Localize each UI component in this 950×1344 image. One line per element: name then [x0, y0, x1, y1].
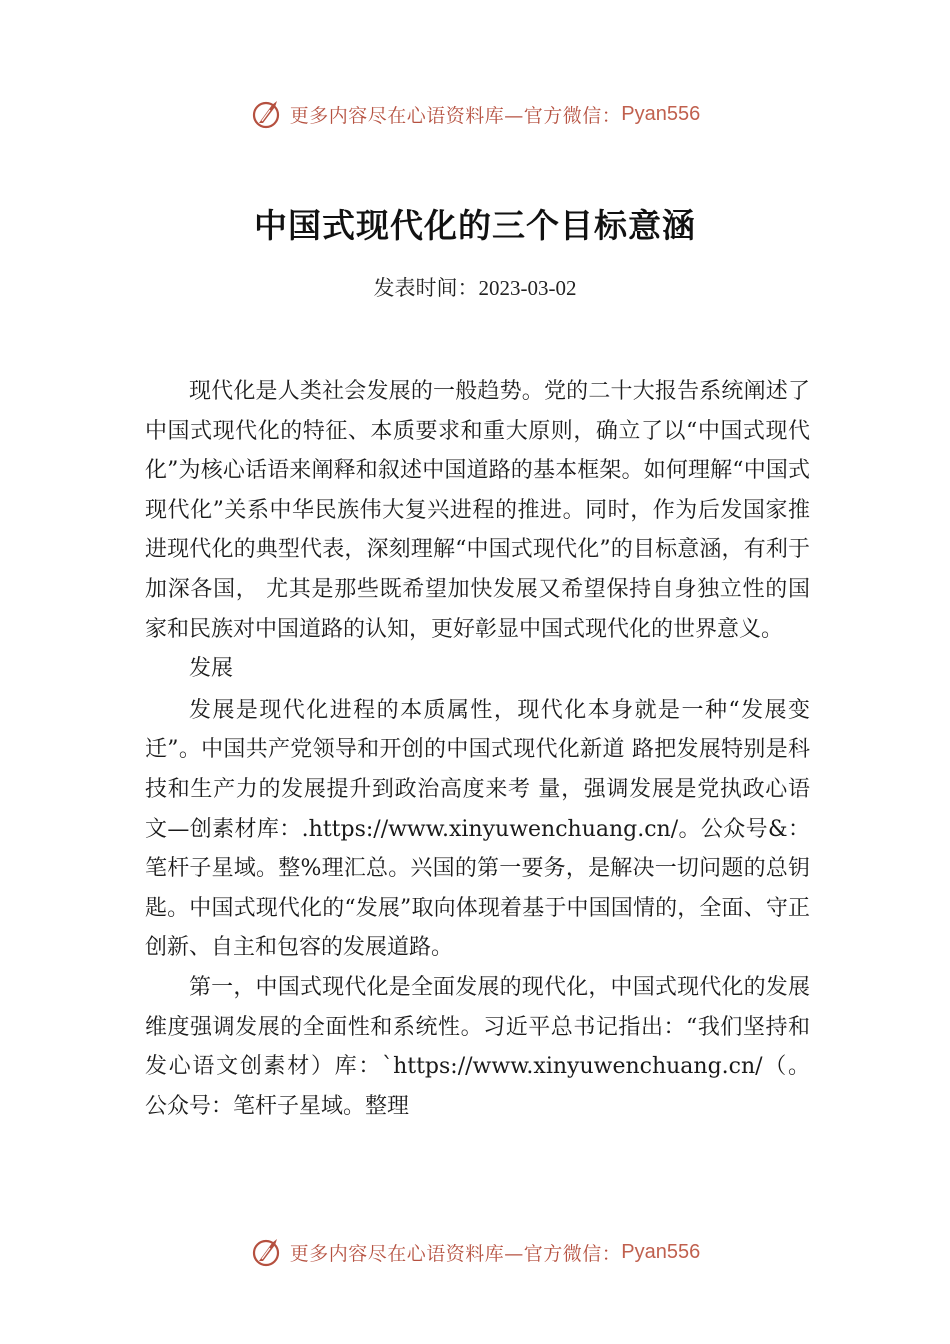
publish-date-label: 发表时间：	[373, 276, 479, 300]
publish-date-line	[0, 272, 950, 302]
quill-pen-logo-icon	[250, 97, 284, 131]
article-title: 中国式现代化的三个目标意涵	[254, 206, 696, 245]
section-heading-development: 发展	[189, 656, 234, 682]
banner-text: 更多内容尽在心语资料库—官方微信：	[289, 104, 622, 127]
paragraph-first-point: 第一，中国式现代化是全面发展的现代化，中国式现代化的发展维度强调发展的全面性和系统性。习近平总书记指出：“我们坚持和发心语文创素材）库：`https://www.xinyuwenchuang.cn/（。公众号：笔杆子星域。整理	[145, 974, 810, 1119]
banner-wechat-id: Pyan556	[621, 1240, 701, 1263]
header-banner	[0, 92, 950, 136]
paragraph-intro: 现代化是人类社会发展的一般趋势。党的二十大报告系统阐述了中国式现代化的特征、本质要求和重大原则，确立了以“中国式现代化”为核心话语来阐释和叙述中国道路的基本框架。如何理解“中国式现代化”关系中华民族伟大复兴进程的推进。同时，作为后发国家推进现代化的典型代表，深刻理解“中国式现代化”的目标意涵，有利于加深各国， 尤其是那些既希望加快发展又希望保持自身独立性的国家和民族对中国道路的认知，更好彰显中国式现代化的世界意义。	[145, 379, 810, 642]
quill-pen-logo-icon	[250, 1235, 284, 1269]
publish-date: 2023-03-02	[478, 276, 577, 300]
banner-text: 更多内容尽在心语资料库—官方微信：	[289, 1242, 622, 1265]
footer-banner	[0, 1230, 950, 1274]
paragraph-development: 发展是现代化进程的本质属性，现代化本身就是一种“发展变迁”。中国共产党领导和开创的中国式现代化新道 路把发展特别是科技和生产力的发展提升到政治高度来考 量，强调发展是党执政心语文—创素材库：.https://www.xinyuwenchuang.cn/。公众号&：笔杆子星域。整%理汇总。兴国的第一要务，是解决一切问题的总钥匙。中国式现代化的“发展”取向体现着基于中国国情的，全面、守正创新、自主和包容的发展道路。	[145, 697, 810, 961]
banner-wechat-id: Pyan556	[621, 102, 701, 125]
article-body	[145, 372, 810, 1126]
